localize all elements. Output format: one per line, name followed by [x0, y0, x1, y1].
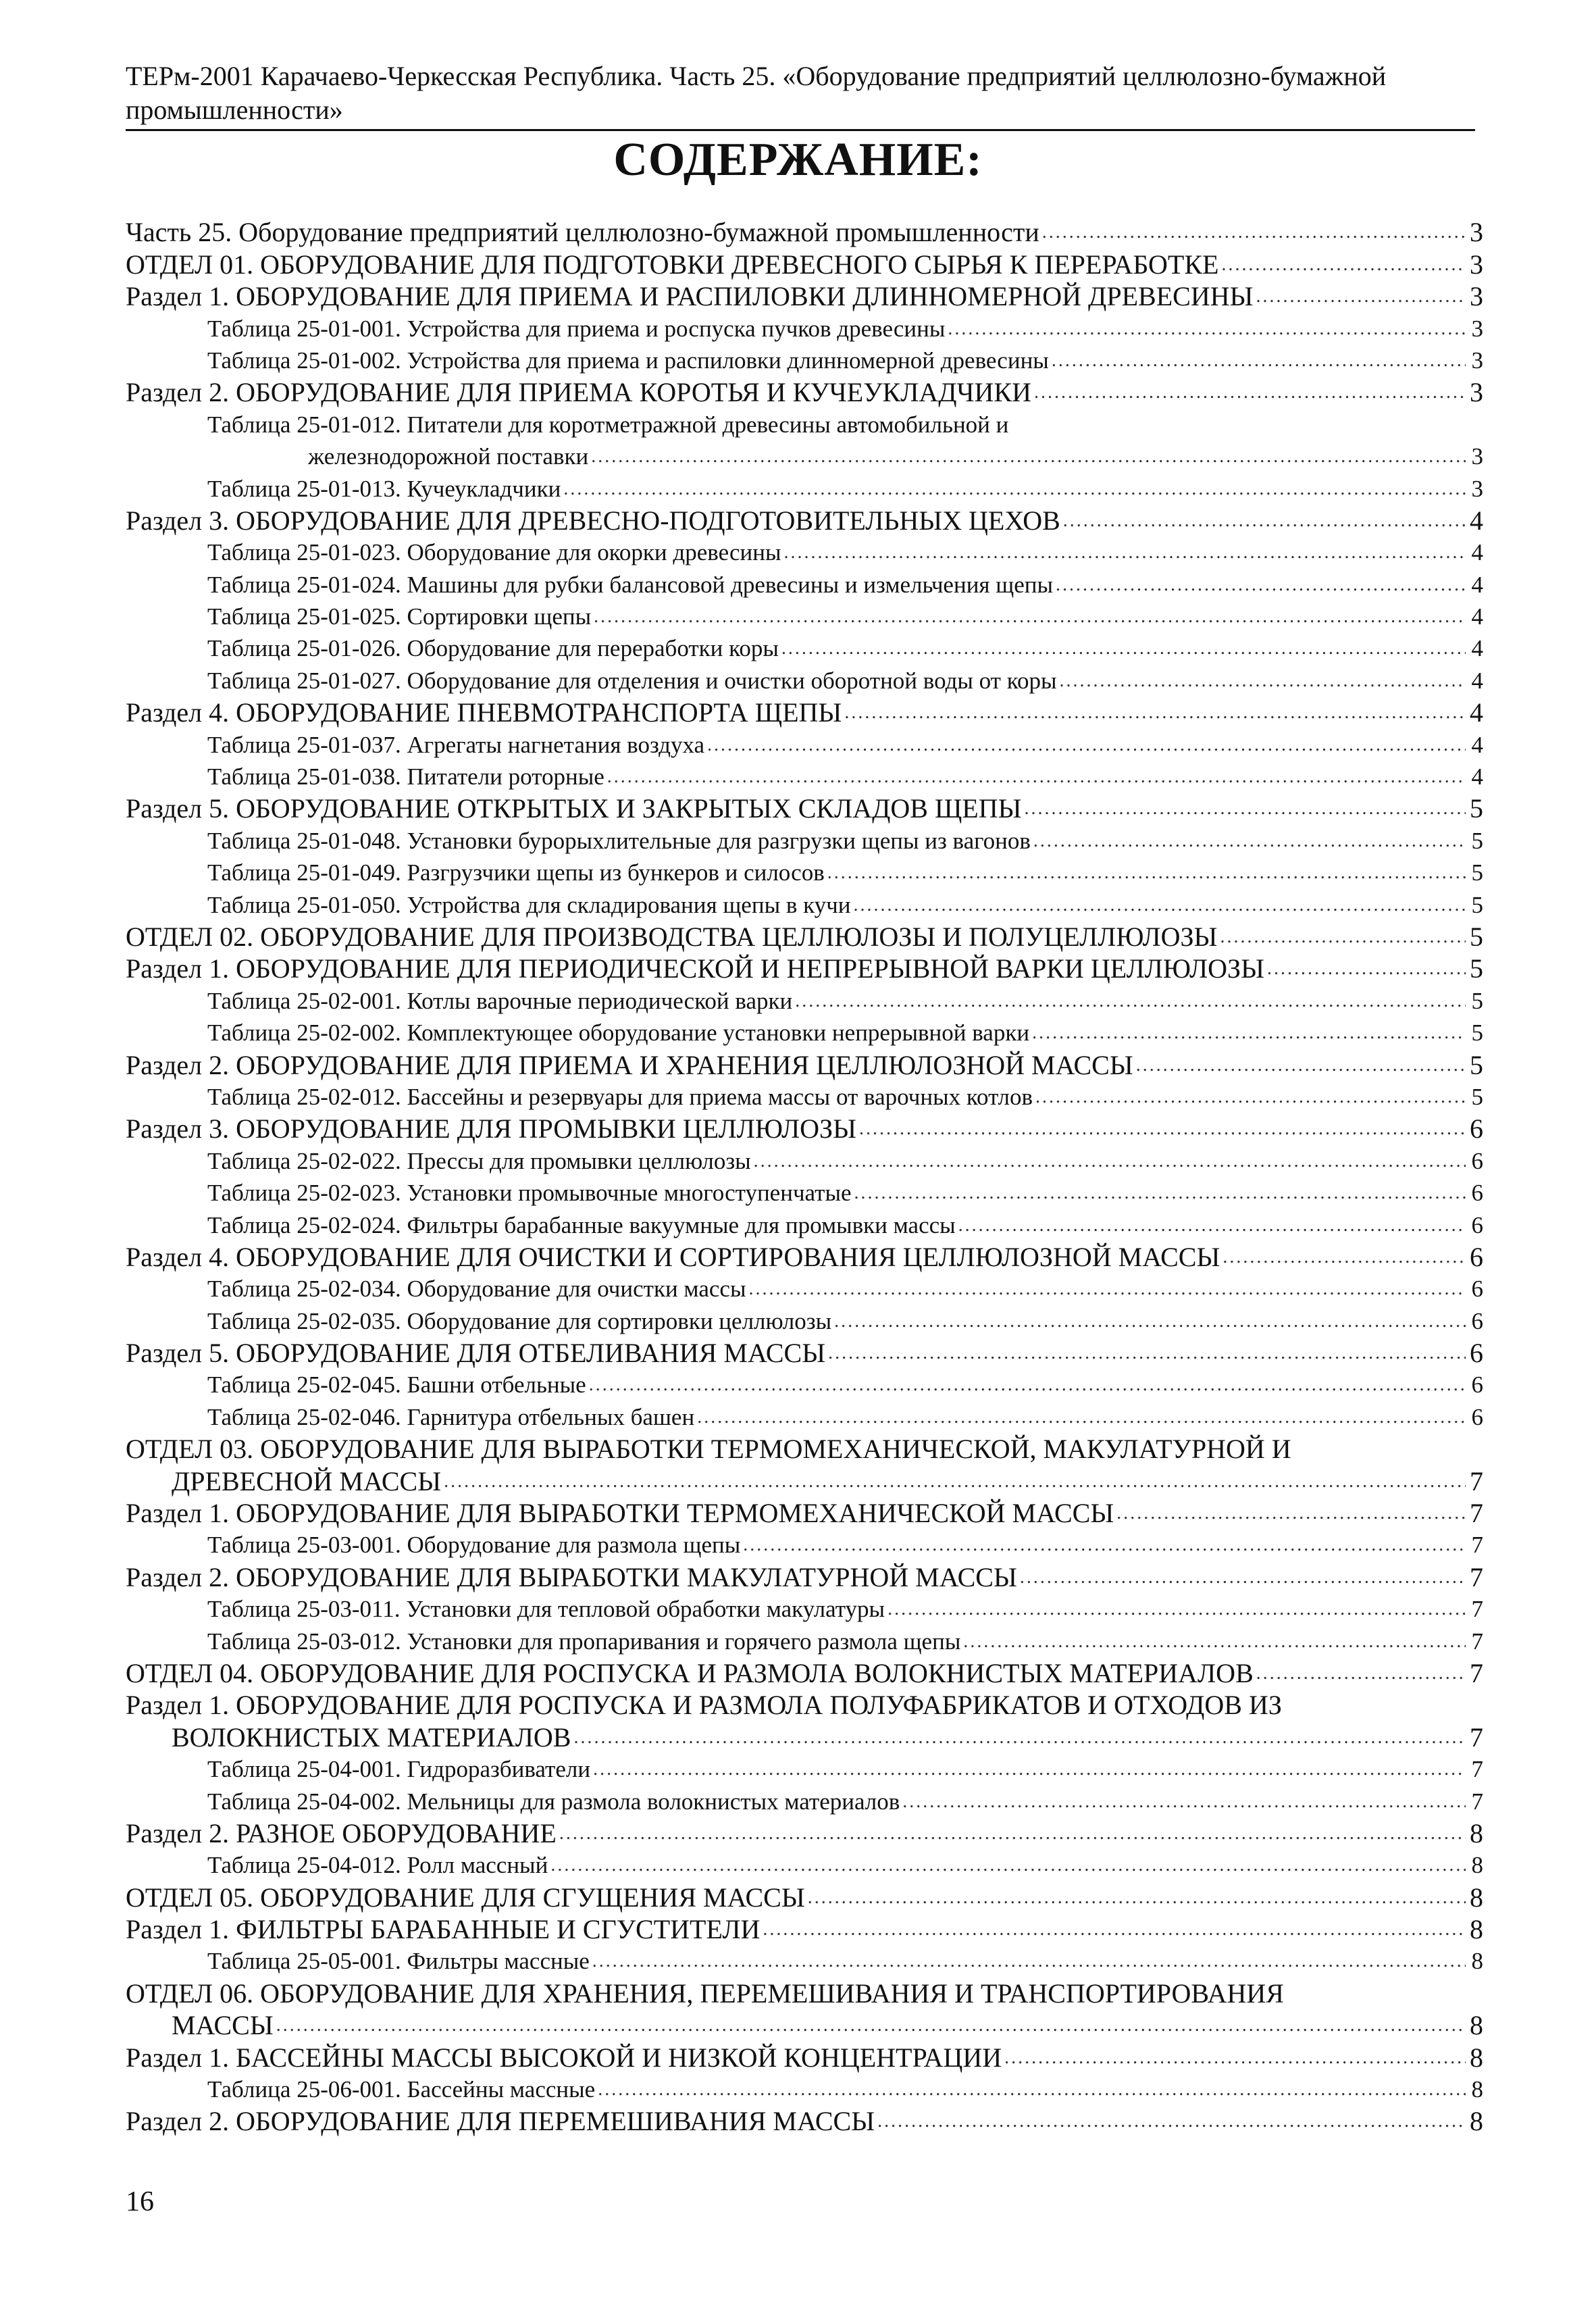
- toc-page-number: 5: [1470, 1049, 1483, 1080]
- toc-page-number: 6: [1471, 1276, 1483, 1303]
- toc-page-number: 8: [1470, 2106, 1483, 2137]
- toc-page-number: 4: [1471, 667, 1483, 694]
- toc-entry-label: Таблица 25-02-045. Башни отбельные: [207, 1372, 586, 1399]
- toc-page-number: 6: [1471, 1180, 1483, 1207]
- leader-dots: [828, 1338, 1466, 1369]
- toc-entry[interactable]: [126, 248, 1483, 280]
- toc-entry-label: Раздел 2. ОБОРУДОВАНИЕ ДЛЯ ПРИЕМА И ХРАНЕНИЯ ЦЕЛЛЮЛОЗНОЙ МАССЫ: [126, 1049, 1133, 1080]
- toc-entry-label: Таблица 25-01-013. Кучеукладчики: [207, 475, 561, 502]
- toc-page-number: 6: [1471, 1307, 1483, 1334]
- toc-entry[interactable]: [126, 1113, 1483, 1145]
- toc-entry-label: Таблица 25-04-012. Ролл массный: [207, 1852, 548, 1879]
- toc-entry-label: Раздел 1. БАССЕЙНЫ МАССЫ ВЫСОКОЙ И НИЗКОЙ КОНЦЕНТРАЦИИ: [126, 2042, 1002, 2073]
- leader-dots: [795, 986, 1466, 1017]
- leader-dots: [1267, 953, 1466, 984]
- toc-entry[interactable]: [126, 1465, 1483, 1496]
- toc-page-number: 8: [1470, 1817, 1483, 1848]
- leader-dots: [853, 890, 1466, 921]
- toc-entry[interactable]: [126, 1305, 1483, 1336]
- toc-page-number: 4: [1471, 603, 1483, 630]
- toc-entry[interactable]: [126, 728, 1483, 760]
- toc-page-number: 7: [1471, 1788, 1483, 1815]
- leader-dots: [754, 1146, 1466, 1177]
- toc-entry-label: Таблица 25-01-049. Разгрузчики щепы из бункеров и силосов: [207, 859, 825, 886]
- toc-entry-label: Таблица 25-04-001. Гидроразбиватели: [207, 1756, 591, 1783]
- toc-entry[interactable]: [126, 536, 1483, 568]
- toc-page-number: 8: [1471, 1852, 1483, 1879]
- leader-dots: [763, 1914, 1466, 1945]
- toc-page-number: 8: [1470, 1914, 1483, 1945]
- toc-entry-label: Таблица 25-01-002. Устройства для приема и распиловки длинномерной древесины: [207, 347, 1049, 374]
- leader-dots: [589, 1369, 1466, 1401]
- table-of-contents: [126, 216, 1483, 2137]
- toc-entry-label: Раздел 3. ОБОРУДОВАНИЕ ДЛЯ ПРОМЫВКИ ЦЕЛЛЮЛОЗЫ: [126, 1113, 856, 1145]
- toc-entry[interactable]: [126, 1241, 1483, 1273]
- toc-entry-label: Таблица 25-01-038. Питатели роторные: [207, 763, 604, 790]
- toc-entry[interactable]: [126, 2073, 1483, 2105]
- leader-dots: [784, 537, 1466, 568]
- toc-page-number: 3: [1471, 443, 1483, 470]
- toc-entry[interactable]: [126, 1561, 1483, 1592]
- leader-dots: [1063, 505, 1466, 536]
- leader-dots: [1025, 793, 1466, 824]
- toc-entry-label: Таблица 25-03-011. Установки для тепловой обработки макулатуры: [207, 1596, 885, 1623]
- toc-entry-label: Таблица 25-01-001. Устройства для приема и роспуска пучков древесины: [207, 315, 946, 342]
- leader-dots: [1056, 570, 1466, 601]
- toc-entry[interactable]: [126, 1529, 1483, 1561]
- toc-page-number: 6: [1471, 1372, 1483, 1399]
- toc-entry[interactable]: [126, 1849, 1483, 1881]
- leader-dots: [697, 1402, 1466, 1433]
- toc-page-number: 3: [1470, 217, 1483, 248]
- toc-entry-label: Таблица 25-01-037. Агрегаты нагнетания воздуха: [207, 731, 705, 758]
- leader-dots: [593, 1754, 1466, 1785]
- toc-entry-label: Таблица 25-01-024. Машины для рубки балансовой древесины и измельчения щепы: [207, 571, 1054, 598]
- leader-dots: [1222, 1242, 1466, 1273]
- leader-dots: [573, 1722, 1466, 1753]
- header-divider: [126, 129, 1475, 131]
- toc-page-number: 7: [1471, 1596, 1483, 1623]
- toc-entry[interactable]: [126, 1497, 1483, 1529]
- toc-page-number: 7: [1471, 1532, 1483, 1559]
- toc-entry-label: Раздел 1. ФИЛЬТРЫ БАРАБАННЫЕ И СГУСТИТЕЛИ: [126, 1914, 761, 1945]
- toc-entry[interactable]: [126, 1977, 1483, 2009]
- toc-entry-label: Раздел 4. ОБОРУДОВАНИЕ ДЛЯ ОЧИСТКИ И СОРТИРОВАНИЯ ЦЕЛЛЮЛОЗНОЙ МАССЫ: [126, 1241, 1220, 1272]
- leader-dots: [844, 697, 1466, 728]
- toc-page-number: 8: [1470, 2010, 1483, 2041]
- toc-entry-label: ОТДЕЛ 05. ОБОРУДОВАНИЕ ДЛЯ СГУЩЕНИЯ МАССЫ: [126, 1882, 805, 1913]
- toc-entry[interactable]: [126, 1017, 1483, 1049]
- leader-dots: [1042, 217, 1466, 248]
- toc-page-number: 5: [1471, 859, 1483, 886]
- toc-entry-label: МАССЫ: [172, 2010, 274, 2041]
- leader-dots: [559, 1818, 1466, 1849]
- toc-page-number: 7: [1470, 1561, 1483, 1592]
- toc-entry[interactable]: [126, 1401, 1483, 1432]
- toc-page-number: 3: [1470, 377, 1483, 408]
- toc-page-number: 6: [1471, 1211, 1483, 1238]
- toc-entry[interactable]: [126, 984, 1483, 1016]
- leader-dots: [1052, 345, 1466, 376]
- toc-entry-label: Раздел 1. ОБОРУДОВАНИЕ ДЛЯ РОСПУСКА И РАЗМОЛА ПОЛУФАБРИКАТОВ И ОТХОДОВ ИЗ: [126, 1690, 1282, 1721]
- leader-dots: [1020, 1562, 1466, 1593]
- leader-dots: [591, 441, 1466, 472]
- toc-entry[interactable]: [126, 1689, 1483, 1721]
- toc-entry-label: Таблица 25-02-022. Прессы для промывки целлюлозы: [207, 1147, 751, 1174]
- toc-entry-label: Таблица 25-02-012. Бассейны и резервуары для приема массы от варочных котлов: [207, 1083, 1033, 1110]
- toc-entry-label: Таблица 25-02-023. Установки промывочные многоступенчатые: [207, 1180, 852, 1207]
- toc-entry[interactable]: [126, 280, 1483, 312]
- leader-dots: [594, 601, 1466, 632]
- leader-dots: [808, 1882, 1466, 1913]
- toc-entry-label: Раздел 5. ОБОРУДОВАНИЕ ДЛЯ ОТБЕЛИВАНИЯ МАССЫ: [126, 1338, 826, 1369]
- toc-entry[interactable]: [126, 376, 1483, 408]
- toc-entry-label: Таблица 25-05-001. Фильтры массные: [207, 1948, 590, 1975]
- toc-page-number: 5: [1471, 827, 1483, 854]
- toc-entry[interactable]: [126, 857, 1483, 888]
- toc-entry-label: ОТДЕЛ 03. ОБОРУДОВАНИЕ ДЛЯ ВЫРАБОТКИ ТЕРМОМЕХАНИЧЕСКОЙ, МАКУЛАТУРНОЙ И: [126, 1434, 1291, 1465]
- toc-page-number: 5: [1471, 987, 1483, 1014]
- leader-dots: [1256, 281, 1466, 312]
- toc-entry-label: Таблица 25-02-001. Котлы варочные периодической варки: [207, 987, 793, 1014]
- toc-page-number: 4: [1470, 697, 1483, 728]
- toc-page-number: 4: [1471, 731, 1483, 758]
- toc-entry-label: Раздел 5. ОБОРУДОВАНИЕ ОТКРЫТЫХ И ЗАКРЫТЫХ СКЛАДОВ ЩЕПЫ: [126, 793, 1022, 824]
- toc-page-number: 5: [1471, 1083, 1483, 1110]
- leader-dots: [592, 1946, 1466, 1977]
- toc-page-number: 4: [1471, 635, 1483, 662]
- toc-page-number: 5: [1471, 1020, 1483, 1047]
- leader-dots: [1220, 922, 1466, 953]
- toc-entry-label: железнодорожной поставки: [308, 443, 589, 470]
- toc-entry[interactable]: [126, 505, 1483, 536]
- toc-entry-label: ОТДЕЛ 01. ОБОРУДОВАНИЕ ДЛЯ ПОДГОТОВКИ ДРЕВЕСНОГО СЫРЬЯ К ПЕРЕРАБОТКЕ: [126, 249, 1219, 280]
- toc-entry[interactable]: [126, 888, 1483, 920]
- leader-dots: [1035, 1082, 1466, 1113]
- toc-entry[interactable]: [126, 1785, 1483, 1817]
- toc-entry-label: Таблица 25-01-025. Сортировки щепы: [207, 603, 592, 630]
- toc-entry-label: ОТДЕЛ 06. ОБОРУДОВАНИЕ ДЛЯ ХРАНЕНИЯ, ПЕРЕМЕШИВАНИЯ И ТРАНСПОРТИРОВАНИЯ: [126, 1978, 1284, 2009]
- toc-page-number: 3: [1470, 281, 1483, 312]
- leader-dots: [948, 313, 1466, 345]
- leader-dots: [743, 1530, 1466, 1561]
- toc-entry-label: Раздел 4. ОБОРУДОВАНИЕ ПНЕВМОТРАНСПОРТА ЩЕПЫ: [126, 697, 842, 728]
- toc-page-number: 4: [1471, 571, 1483, 598]
- leader-dots: [827, 857, 1466, 888]
- toc-page-number: 3: [1471, 347, 1483, 374]
- header-text: ТЕРм-2001 Карачаево-Черкесская Республика. Часть 25. «Оборудование предприятий целлюлозно-бумажной промышленности»: [126, 61, 1387, 125]
- toc-entry-label: Таблица 25-01-012. Питатели для коротметражной древесины автомобильной и: [207, 411, 1009, 438]
- toc-entry[interactable]: [126, 697, 1483, 728]
- toc-entry[interactable]: [126, 1049, 1483, 1080]
- toc-entry-label: Таблица 25-02-035. Оборудование для сортировки целлюлозы: [207, 1307, 832, 1334]
- toc-page-number: 4: [1471, 539, 1483, 566]
- toc-page-number: 7: [1470, 1498, 1483, 1529]
- leader-dots: [1136, 1050, 1466, 1081]
- toc-page-number: 5: [1471, 891, 1483, 918]
- toc-entry-label: Таблица 25-03-001. Оборудование для размола щепы: [207, 1532, 741, 1559]
- toc-entry-label: ОТДЕЛ 04. ОБОРУДОВАНИЕ ДЛЯ РОСПУСКА И РАЗМОЛА ВОЛОКНИСТЫХ МАТЕРИАЛОВ: [126, 1657, 1254, 1688]
- toc-entry[interactable]: [126, 1817, 1483, 1849]
- toc-page-number: 5: [1470, 953, 1483, 984]
- toc-page-number: 4: [1470, 505, 1483, 536]
- toc-page-number: 8: [1470, 1882, 1483, 1913]
- toc-entry[interactable]: [126, 1721, 1483, 1753]
- leader-dots: [781, 633, 1466, 664]
- toc-entry-label: Раздел 1. ОБОРУДОВАНИЕ ДЛЯ ПЕРИОДИЧЕСКОЙ И НЕПРЕРЫВНОЙ ВАРКИ ЦЕЛЛЮЛОЗЫ: [126, 953, 1264, 984]
- toc-page-number: 7: [1470, 1721, 1483, 1753]
- leader-dots: [1116, 1498, 1466, 1529]
- toc-entry[interactable]: [126, 1657, 1483, 1689]
- toc-entry[interactable]: [126, 2009, 1483, 2041]
- toc-page-number: 6: [1470, 1241, 1483, 1272]
- toc-entry[interactable]: [126, 472, 1483, 504]
- toc-entry-label: Таблица 25-04-002. Мельницы для размола волокнистых материалов: [207, 1788, 900, 1815]
- toc-page-number: 3: [1471, 475, 1483, 502]
- toc-entry-label: Таблица 25-02-046. Гарнитура отбельных башен: [207, 1403, 695, 1430]
- toc-entry-label: Раздел 1. ОБОРУДОВАНИЕ ДЛЯ ПРИЕМА И РАСПИЛОВКИ ДЛИННОМЕРНОЙ ДРЕВЕСИНЫ: [126, 281, 1254, 312]
- toc-entry[interactable]: [126, 601, 1483, 632]
- toc-entry-label: Раздел 2. ОБОРУДОВАНИЕ ДЛЯ ВЫРАБОТКИ МАКУЛАТУРНОЙ МАССЫ: [126, 1561, 1017, 1592]
- toc-entry[interactable]: [126, 1177, 1483, 1209]
- toc-page-number: 7: [1470, 1465, 1483, 1496]
- toc-entry[interactable]: [126, 1433, 1483, 1465]
- toc-entry[interactable]: [126, 216, 1483, 248]
- leader-dots: [563, 474, 1466, 505]
- toc-entry-label: Таблица 25-02-034. Оборудование для очистки массы: [207, 1276, 746, 1303]
- toc-entry[interactable]: [126, 1593, 1483, 1625]
- toc-entry[interactable]: [126, 953, 1483, 984]
- toc-page-number: 8: [1471, 1948, 1483, 1975]
- toc-entry-label: Таблица 25-01-026. Оборудование для переработки коры: [207, 635, 779, 662]
- toc-entry-label: Раздел 2. ОБОРУДОВАНИЕ ДЛЯ ПЕРЕМЕШИВАНИЯ МАССЫ: [126, 2106, 875, 2137]
- leader-dots: [607, 761, 1466, 793]
- toc-entry[interactable]: [126, 568, 1483, 600]
- toc-page-number: 7: [1470, 1657, 1483, 1688]
- toc-entry[interactable]: [126, 1081, 1483, 1113]
- toc-entry[interactable]: [126, 1209, 1483, 1240]
- toc-entry[interactable]: [126, 2041, 1483, 2073]
- toc-entry[interactable]: [126, 824, 1483, 856]
- toc-entry[interactable]: [126, 2105, 1483, 2137]
- leader-dots: [854, 1178, 1466, 1209]
- leader-dots: [877, 2106, 1466, 2137]
- toc-entry[interactable]: [126, 1273, 1483, 1305]
- toc-entry[interactable]: [126, 921, 1483, 953]
- toc-page-number: 7: [1471, 1628, 1483, 1655]
- toc-entry[interactable]: [126, 761, 1483, 793]
- leader-dots: [707, 730, 1466, 761]
- toc-entry[interactable]: [126, 345, 1483, 376]
- toc-entry[interactable]: [126, 1753, 1483, 1785]
- toc-entry-label: ВОЛОКНИСТЫХ МАТЕРИАЛОВ: [172, 1721, 571, 1753]
- toc-entry[interactable]: [126, 793, 1483, 824]
- toc-page-number: 6: [1470, 1113, 1483, 1145]
- toc-page-number: 3: [1471, 315, 1483, 342]
- toc-entry[interactable]: [126, 408, 1483, 440]
- leader-dots: [1034, 377, 1466, 408]
- document-header: [126, 59, 1483, 127]
- toc-entry-label: Таблица 25-01-023. Оборудование для окорки древесины: [207, 539, 781, 566]
- toc-page-number: 4: [1471, 763, 1483, 790]
- toc-page-number: 8: [1470, 2042, 1483, 2073]
- toc-page-number: 6: [1470, 1338, 1483, 1369]
- leader-dots: [902, 1786, 1466, 1817]
- leader-dots: [963, 1626, 1466, 1657]
- leader-dots: [1256, 1658, 1466, 1689]
- toc-entry[interactable]: [126, 1913, 1483, 1945]
- toc-entry-label: Раздел 2. РАЗНОЕ ОБОРУДОВАНИЕ: [126, 1817, 557, 1848]
- toc-page-number: 6: [1471, 1147, 1483, 1174]
- toc-entry-label: Раздел 2. ОБОРУДОВАНИЕ ДЛЯ ПРИЕМА КОРОТЬЯ И КУЧЕУКЛАДЧИКИ: [126, 377, 1031, 408]
- toc-entry-label: Раздел 3. ОБОРУДОВАНИЕ ДЛЯ ДРЕВЕСНО-ПОДГОТОВИТЕЛЬНЫХ ЦЕХОВ: [126, 505, 1060, 536]
- toc-page-number: 5: [1470, 793, 1483, 824]
- leader-dots: [859, 1113, 1466, 1145]
- toc-entry[interactable]: [126, 632, 1483, 664]
- page-number: 16: [126, 2186, 154, 2217]
- leader-dots: [1059, 665, 1466, 697]
- leader-dots: [550, 1850, 1466, 1881]
- toc-entry-label: Таблица 25-01-050. Устройства для складирования щепы в кучи: [207, 891, 851, 918]
- toc-page-number: 6: [1471, 1403, 1483, 1430]
- leader-dots: [834, 1306, 1466, 1337]
- toc-entry[interactable]: [126, 664, 1483, 696]
- toc-entry[interactable]: [126, 1945, 1483, 1977]
- leader-dots: [598, 2074, 1466, 2105]
- leader-dots: [1032, 1017, 1466, 1049]
- toc-entry[interactable]: [126, 441, 1483, 472]
- toc-entry[interactable]: [126, 1145, 1483, 1176]
- toc-entry-label: Таблица 25-01-027. Оборудование для отделения и очистки оборотной воды от коры: [207, 667, 1057, 694]
- leader-dots: [276, 2010, 1466, 2041]
- leader-dots: [1221, 249, 1466, 280]
- leader-dots: [444, 1466, 1466, 1497]
- toc-entry[interactable]: [126, 312, 1483, 344]
- toc-page-number: 8: [1471, 2076, 1483, 2103]
- toc-page-number: 7: [1471, 1756, 1483, 1783]
- leader-dots: [1033, 826, 1466, 857]
- toc-entry-label: Таблица 25-06-001. Бассейны массные: [207, 2076, 596, 2103]
- leader-dots: [748, 1274, 1466, 1305]
- toc-entry-label: Раздел 1. ОБОРУДОВАНИЕ ДЛЯ ВЫРАБОТКИ ТЕРМОМЕХАНИЧЕСКОЙ МАССЫ: [126, 1498, 1114, 1529]
- toc-entry[interactable]: [126, 1369, 1483, 1401]
- toc-page-number: 3: [1470, 249, 1483, 280]
- toc-entry[interactable]: [126, 1881, 1483, 1913]
- toc-entry-label: Таблица 25-02-024. Фильтры барабанные вакуумные для промывки массы: [207, 1211, 956, 1238]
- toc-entry[interactable]: [126, 1337, 1483, 1369]
- toc-entry-label: Таблица 25-02-002. Комплектующее оборудование установки непрерывной варки: [207, 1020, 1030, 1047]
- toc-page-number: 5: [1470, 921, 1483, 952]
- leader-dots: [887, 1594, 1466, 1625]
- toc-entry-label: Таблица 25-01-048. Установки бурорыхлительные для разгрузки щепы из вагонов: [207, 827, 1031, 854]
- toc-entry-label: ДРЕВЕСНОЙ МАССЫ: [172, 1465, 442, 1496]
- toc-entry-label: Часть 25. Оборудование предприятий целлюлозно-бумажной промышленности: [126, 217, 1039, 248]
- page-title: СОДЕРЖАНИЕ:: [613, 134, 983, 186]
- leader-dots: [1004, 2042, 1466, 2073]
- leader-dots: [958, 1210, 1466, 1241]
- toc-entry-label: Таблица 25-03-012. Установки для пропаривания и горячего размола щепы: [207, 1628, 961, 1655]
- toc-entry-label: ОТДЕЛ 02. ОБОРУДОВАНИЕ ДЛЯ ПРОИЗВОДСТВА ЦЕЛЛЮЛОЗЫ И ПОЛУЦЕЛЛЮЛОЗЫ: [126, 921, 1218, 952]
- toc-entry[interactable]: [126, 1625, 1483, 1657]
